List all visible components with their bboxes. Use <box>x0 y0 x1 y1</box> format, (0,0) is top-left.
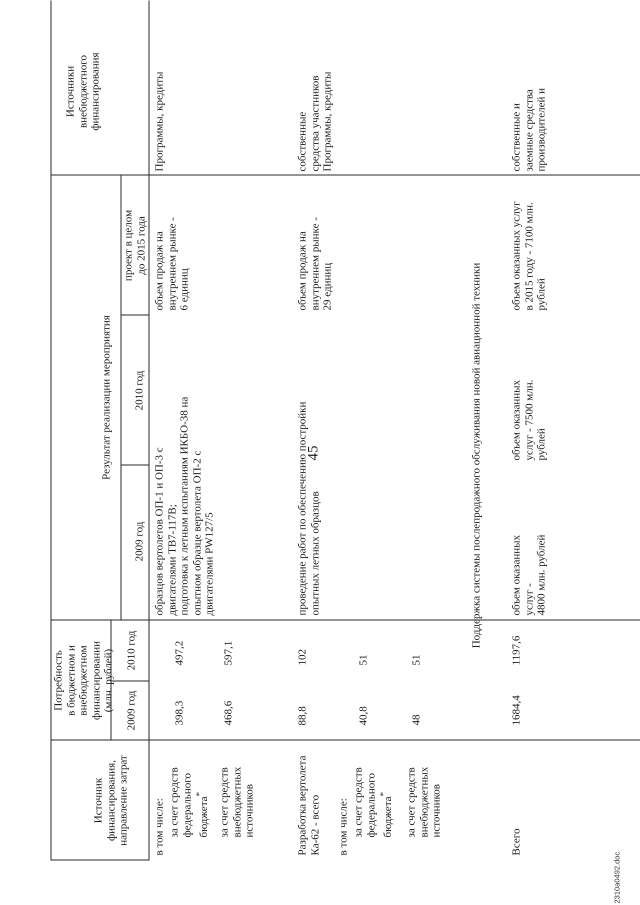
s1-extra-2009: 468,6 <box>222 700 234 725</box>
hdr-res-total: проект в целом до 2015 года <box>122 209 147 281</box>
s1-fed-2009: 398,3 <box>173 700 185 725</box>
s2-extra-label: за счет средств внебюджетных источников <box>405 766 442 837</box>
s1-in-total: в том числе: <box>153 797 165 855</box>
hdr-res-2009: 2009 год <box>133 521 145 561</box>
header-bottom-rule <box>148 0 149 860</box>
col-rule-need <box>50 619 640 620</box>
row-rule-result-sub <box>120 175 121 620</box>
hdr-need-2009: 2009 год <box>125 690 137 730</box>
s2-total-2010: 102 <box>296 648 308 665</box>
s1-fed-2010: 497,2 <box>173 640 185 665</box>
page-number: 45 <box>305 445 321 460</box>
col-rule-result <box>50 174 640 175</box>
s2-result-text: проведение работ по обеспечению постройки опытных летных образцов <box>296 401 321 615</box>
table-left-rule <box>50 859 148 860</box>
col-rule-need-split <box>110 680 148 681</box>
col-rule-res-2010 <box>120 314 148 315</box>
hdr-need: Потребность в бюджетном и внебюджетном финансировании (млн. рублей) <box>52 640 114 720</box>
s1-fed-label: за счет средств федерального бюджета* <box>168 766 210 837</box>
s3-res-total: объем оказанных услуг в 2015 году - 7100 млн. рублей <box>510 200 547 310</box>
s2-total-2009: 88,8 <box>296 705 308 725</box>
s1-sources: Программы, кредиты <box>153 71 165 171</box>
s3-res-2010: объем оказанных услуг - 7500 млн. рублей <box>510 379 547 460</box>
s1-result-text: образцов вертолетов ОП-1 и ОП-3 с двигателями ТВ7-117В; подготовка к летным испытаниям ИКБО-38 на опытном образце вертолета ОП-2 с двигателями PW127/5 <box>153 396 215 615</box>
s1-extra-2010: 597,1 <box>222 640 234 665</box>
s3-total-label: Всего <box>510 828 522 855</box>
s2-title: Разработка вертолета Ка-62 - всего <box>296 755 321 855</box>
s1-result-total: объем продаж на внутреннем рынке - 6 единиц <box>153 216 190 310</box>
s2-fed-2009: 40,8 <box>357 705 369 725</box>
s2-result-total: объем продаж на внутреннем рынке - 29 единиц <box>296 216 333 310</box>
col-rule-res-2009 <box>120 464 148 465</box>
s3-heading: Поддержка системы послепродажного обслуживания новой авиационной техники <box>470 262 482 648</box>
s2-sources: собственные средства участников Программы, кредиты <box>296 71 333 171</box>
s3-total-2010: 1197,6 <box>510 635 522 665</box>
hdr-need-2010: 2010 год <box>125 630 137 670</box>
col-rule-source <box>50 739 640 740</box>
s2-extra-2009: 48 <box>410 714 422 725</box>
s2-extra-2010: 51 <box>410 654 422 665</box>
s2-fed-label: за счет средств федерального бюджета* <box>352 766 394 837</box>
hdr-res-2010: 2010 год <box>133 370 145 410</box>
s1-extra-label: за счет средств внебюджетных источников <box>218 766 255 837</box>
hdr-result: Результат реализации мероприятия <box>100 314 112 480</box>
s2-fed-2010: 51 <box>357 654 369 665</box>
s3-total-2009: 1684,4 <box>510 694 522 725</box>
hdr-extra-sources: Источники внебюджетного финансирования <box>64 51 101 131</box>
footer-doc-code: 2310а0492.doc <box>612 851 621 903</box>
s3-sources: собственные и заемные средства производителей и <box>510 87 547 171</box>
s3-res-2009: объем оказанных услуг - 4800 млн. рублей <box>510 534 547 615</box>
table-top-rule <box>50 0 51 860</box>
hdr-source: Источник финансирования, направление затрат <box>92 754 129 846</box>
s2-in-total: в том числе: <box>337 797 349 855</box>
